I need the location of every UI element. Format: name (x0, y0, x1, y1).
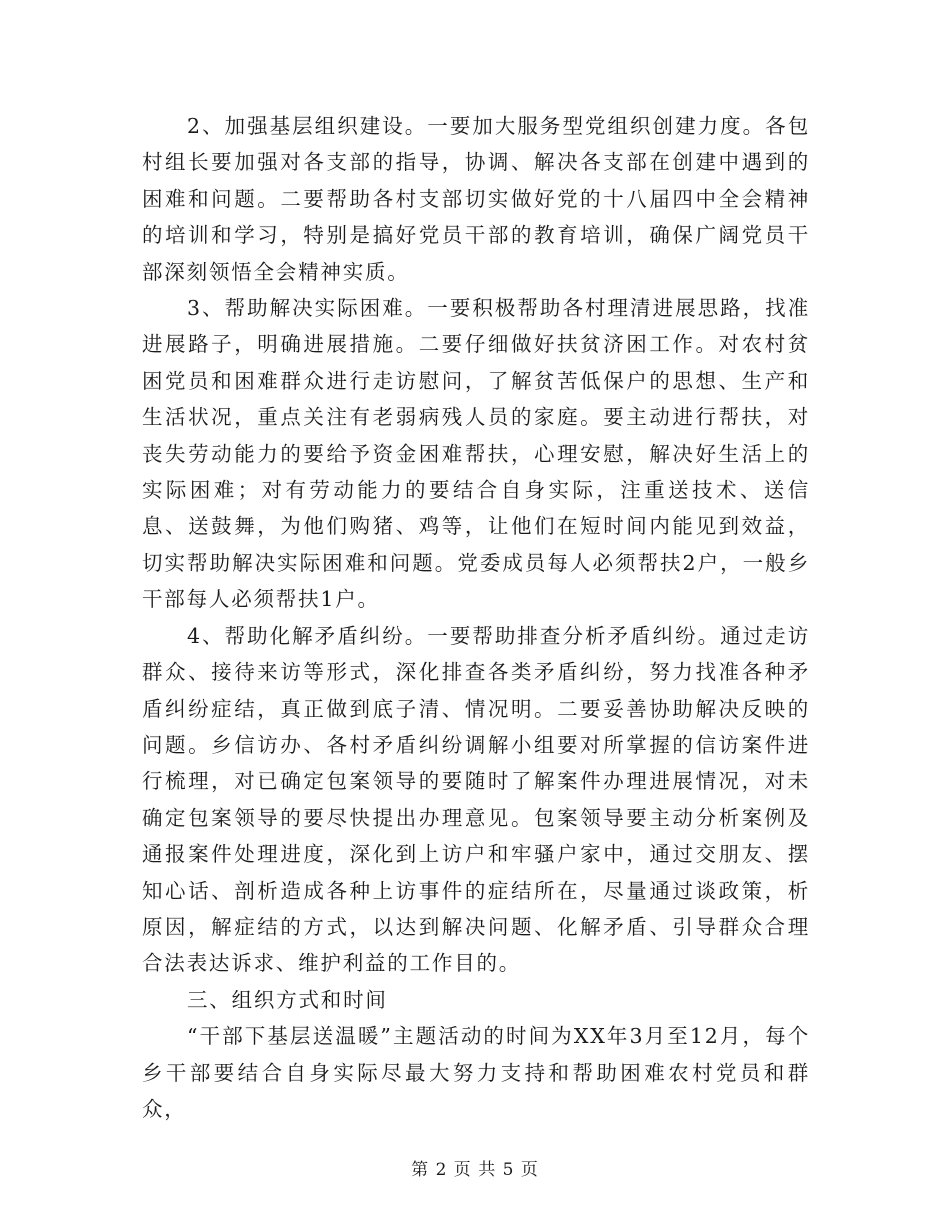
paragraph-resolve-disputes: 4、帮助化解矛盾纠纷。一要帮助排查分析矛盾纠纷。通过走访群众、接待来访等形式，深化排查各类矛盾纠纷，努力找准各种矛盾纠纷症结，真正做到底子清、情况明。二要妥善协助解决反映的问题。乡信访办、各村矛盾纠纷调解小组要对所掌握的信访案件进行梳理，对已确定包案领导的要随时了解案件办理进展情况，对未确定包案领导的要尽快提出办理意见。包案领导要主动分析案例及通报案件处理进度，深化到上访户和牢骚户家中，通过交朋友、摆知心话、剖析造成各种上访事件的症结所在，尽量通过谈政策，析原因，解症结的方式，以达到解决问题、化解矛盾、引导群众合理合法表达诉求、维护利益的工作目的。 (142, 623, 810, 976)
paragraph-solve-difficulties: 3、帮助解决实际困难。一要积极帮助各村理清进展思路，找准进展路子，明确进展措施。二要仔细做好扶贫济困工作。对农村贫困党员和困难群众进行走访慰问，了解贫苦低保户的思想、生产和生活状况，重点关注有老弱病残人员的家庭。要主动进行帮扶，对丧失劳动能力的要给予资金困难帮扶，心理安慰，解决好生活上的实际困难；对有劳动能力的要结合自身实际，注重送技术、送信息、送鼓舞，为他们购猪、鸡等，让他们在短时间内能见到效益，切实帮助解决实际困难和问题。党委成员每人必须帮扶2户，一般乡干部每人必须帮扶1户。 (142, 296, 810, 612)
document-body (142, 108, 810, 1127)
paragraph-strengthen-grassroots: 2、加强基层组织建设。一要加大服务型党组织创建力度。各包村组长要加强对各支部的指导，协调、解决各支部在创建中遇到的困难和问题。二要帮助各村支部切实做好党的十八届四中全会精神的培训和学习，特别是搞好党员干部的教育培训，确保广阔党员干部深刻领悟全会精神实质。 (142, 114, 810, 284)
paragraph-activity-time: “干部下基层送温暖”主题活动的时间为XX年3月至12月，每个乡干部要结合自身实际尽最大努力支持和帮助困难农村党员和群众， (142, 1024, 810, 1121)
page-number-footer: 第 2 页 共 5 页 (411, 1160, 539, 1180)
section-heading-organization: 三、组织方式和时间 (187, 987, 388, 1012)
